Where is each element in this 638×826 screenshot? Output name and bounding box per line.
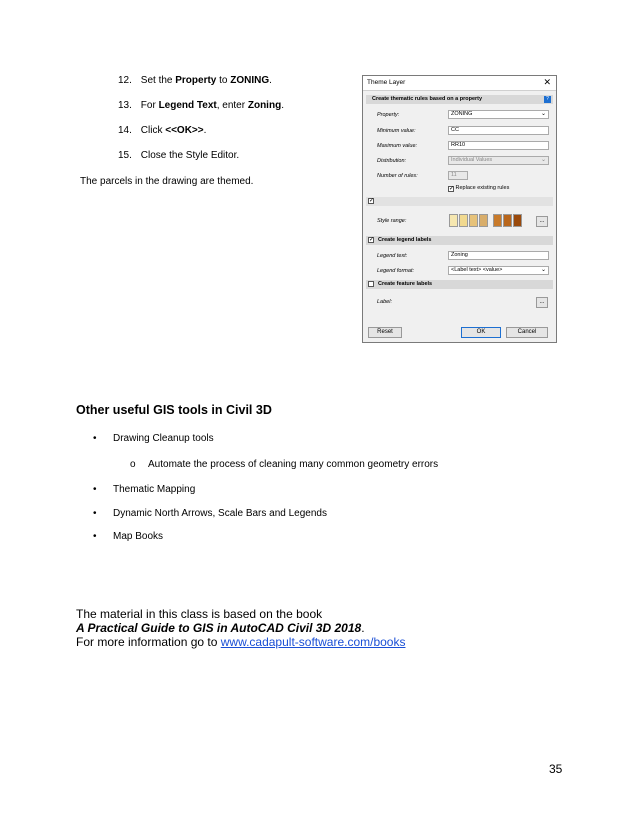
style-swatch <box>503 214 512 227</box>
property-label: Property: <box>377 112 400 118</box>
book-title-line: A Practical Guide to GIS in AutoCAD Civil 3D 2018. <box>76 621 365 635</box>
checkbox-checked-icon: ✓ <box>449 186 455 192</box>
distribution-select[interactable]: Individual Values ⌄ <box>448 156 549 165</box>
chevron-down-icon: ⌄ <box>540 157 546 163</box>
section-style <box>366 197 553 206</box>
step-12: 12. Set the Property to ZONING. <box>118 75 272 86</box>
dialog-title: Theme Layer <box>367 79 406 86</box>
chevron-down-icon: ⌄ <box>540 267 546 273</box>
style-range-label: Style range: <box>377 218 407 224</box>
rules-count-label: Number of rules: <box>377 173 418 179</box>
reset-button[interactable]: Reset <box>368 327 402 338</box>
legend-format-select[interactable]: <Label text> <value> ⌄ <box>448 266 549 275</box>
chevron-down-icon: ⌄ <box>540 111 546 117</box>
sub-bullet-icon: o <box>130 459 136 470</box>
style-swatch <box>449 214 458 227</box>
sub-list-item: o Automate the process of cleaning many common geometry errors <box>130 459 439 470</box>
list-item: • Map Books <box>93 531 164 542</box>
page-number: 35 <box>549 762 563 776</box>
step-13: 13. For Legend Text, enter Zoning. <box>118 100 284 111</box>
legend-text-label: Legend text: <box>377 253 408 259</box>
style-range-browse-button[interactable]: ... <box>536 216 548 227</box>
checkbox-checked-icon[interactable]: ✓ <box>369 237 375 243</box>
style-swatch <box>459 214 468 227</box>
checkbox-checked-icon[interactable]: ✓ <box>369 198 375 204</box>
books-link[interactable]: www.cadapult-software.com/books <box>220 635 406 649</box>
style-swatch <box>513 214 522 227</box>
theme-layer-dialog <box>362 75 557 343</box>
replace-rules-option[interactable]: ✓ Replace existing rules <box>449 185 510 192</box>
book-title: A Practical Guide to GIS in AutoCAD Civil 3D 2018 <box>76 621 362 635</box>
step-15: 15. Close the Style Editor. <box>118 150 240 161</box>
style-swatch <box>469 214 478 227</box>
bullet-icon: • <box>93 508 97 519</box>
feature-label-label: Label: <box>377 299 392 305</box>
section-heading: Other useful GIS tools in Civil 3D <box>76 403 272 417</box>
ok-button[interactable]: OK <box>461 327 501 338</box>
style-swatch <box>479 214 488 227</box>
rules-count-field[interactable]: 11 <box>448 171 468 180</box>
distribution-label: Distribution: <box>377 158 407 164</box>
step-14: 14. Click <<OK>>. <box>118 125 207 136</box>
legend-format-label: Legend format: <box>377 268 414 274</box>
close-icon[interactable]: ✕ <box>543 77 551 87</box>
closing-line-1: The material in this class is based on the book <box>76 607 323 621</box>
bullet-icon: • <box>93 531 97 542</box>
feature-label-browse-button[interactable]: ... <box>536 297 548 308</box>
section-feature-labels: Create feature labels <box>366 280 553 289</box>
closing-line-3: For more information go to www.cadapult-software.com/books <box>76 635 406 649</box>
bullet-icon: • <box>93 484 97 495</box>
list-item: • Drawing Cleanup tools <box>93 433 214 444</box>
dialog-titlebar <box>363 76 556 91</box>
section-thematic-rules: Create thematic rules based on a property ? <box>366 95 553 104</box>
property-select[interactable]: ZONING ⌄ <box>448 110 549 119</box>
min-value-field[interactable]: CC <box>448 126 549 135</box>
style-swatch <box>493 214 502 227</box>
legend-text-field[interactable]: Zoning <box>448 251 549 260</box>
cancel-button[interactable]: Cancel <box>506 327 548 338</box>
help-icon[interactable]: ? <box>544 96 551 103</box>
max-value-label: Maximum value: <box>377 143 418 149</box>
checkbox-unchecked-icon[interactable] <box>368 281 374 287</box>
themed-note: The parcels in the drawing are themed. <box>80 176 254 187</box>
list-item: • Dynamic North Arrows, Scale Bars and Legends <box>93 508 327 519</box>
max-value-field[interactable]: RR10 <box>448 141 549 150</box>
section-legend-labels: ✓ Create legend labels <box>366 236 553 245</box>
bullet-icon: • <box>93 433 97 444</box>
min-value-label: Minimum value: <box>377 128 416 134</box>
list-item: • Thematic Mapping <box>93 484 196 495</box>
